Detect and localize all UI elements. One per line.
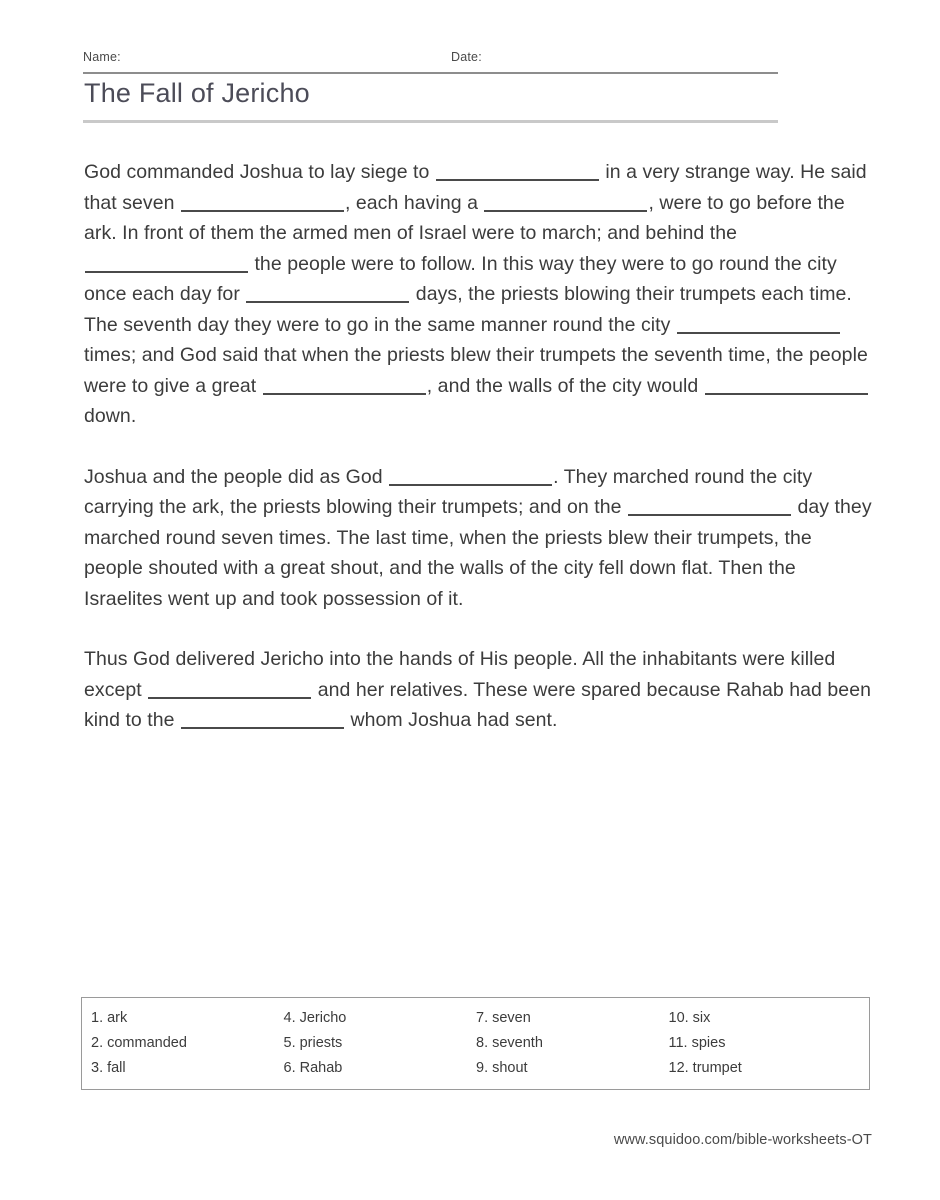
fill-in-blank[interactable]: [484, 191, 647, 212]
page-title: The Fall of Jericho: [84, 78, 310, 108]
word-bank-item-number: 7.: [476, 1010, 489, 1026]
word-bank-column-2: [284, 1006, 477, 1081]
header-rule-bottom: [83, 120, 778, 123]
word-bank-item: [476, 1006, 669, 1031]
fill-in-blank[interactable]: [705, 374, 868, 395]
word-bank-item-word: spies: [691, 1035, 726, 1051]
word-bank-item: [284, 1006, 477, 1031]
word-bank-item: [669, 1031, 862, 1056]
paragraph-2: Joshua and the people did as God . They marched round the city carrying the ark, the priests blowing their trumpets; and on the day they marched round seven times. The last time, when the priests blew their trumpets, the people shouted with a great shout, and the walls of the city fell down flat. Then the Israelites went up and took possession of it.: [84, 465, 872, 610]
fill-in-blank[interactable]: [628, 495, 791, 516]
word-bank-item-number: 3.: [91, 1060, 104, 1076]
fill-in-blank[interactable]: [436, 160, 599, 181]
word-bank-item-number: 6.: [283, 1060, 296, 1076]
word-bank-box: [81, 997, 870, 1090]
date-label: Date:: [451, 50, 482, 64]
fill-in-blank[interactable]: [181, 708, 344, 729]
word-bank-column-4: [669, 1006, 862, 1081]
word-bank-item: [476, 1031, 669, 1056]
word-bank-item: [476, 1056, 669, 1081]
fill-in-blank[interactable]: [677, 313, 840, 334]
footer-url: www.squidoo.com/bible-worksheets-OT: [613, 1132, 872, 1148]
name-label: Name:: [83, 50, 121, 64]
word-bank-item-word: shout: [492, 1060, 528, 1076]
word-bank-item: [284, 1031, 477, 1056]
word-bank-item-number: 8.: [476, 1035, 489, 1051]
word-bank-item: [91, 1006, 284, 1031]
word-bank-item: [669, 1056, 862, 1081]
fill-in-blank[interactable]: [85, 252, 248, 273]
word-bank-item: [284, 1056, 477, 1081]
word-bank-item-word: ark: [107, 1010, 128, 1026]
word-bank-item-number: 12.: [668, 1060, 689, 1076]
fill-in-blank[interactable]: [246, 282, 409, 303]
word-bank-item-number: 9.: [476, 1060, 489, 1076]
worksheet-header: [83, 50, 778, 108]
paragraph-1: God commanded Joshua to lay siege to in a very strange way. He said that seven , each having a , were to go before the ark. In front of them the armed men of Israel were to march; and behind the the people were to follow. In this way they were to go round the city once each day for days, the priests blowing their trumpets each time. The seventh day they were to go in the same manner round the city times; and God said that when the priests blew their trumpets the seventh time, the people were to give a great , and the walls of the city would down.: [84, 161, 868, 427]
fill-in-blank[interactable]: [389, 465, 552, 486]
word-bank-item-number: 5.: [283, 1035, 296, 1051]
word-bank-item-number: 4.: [283, 1010, 296, 1026]
header-rule-top: [83, 72, 778, 74]
fill-in-blank[interactable]: [148, 678, 311, 699]
word-bank-item-word: seventh: [492, 1035, 543, 1051]
word-bank-column-1: [91, 1006, 284, 1081]
fill-in-blank[interactable]: [263, 374, 426, 395]
word-bank-item-word: six: [692, 1010, 711, 1026]
word-bank-item: [91, 1056, 284, 1081]
word-bank-grid: [91, 1006, 861, 1081]
word-bank-item-number: 2.: [91, 1035, 104, 1051]
word-bank-item-word: trumpet: [692, 1060, 742, 1076]
word-bank-item-word: fall: [107, 1060, 126, 1076]
word-bank-item-number: 10.: [668, 1010, 689, 1026]
word-bank-item: [669, 1006, 862, 1031]
fill-in-blank[interactable]: [181, 191, 344, 212]
word-bank-item-word: commanded: [107, 1035, 187, 1051]
paragraph-3: Thus God delivered Jericho into the hands of His people. All the inhabitants were killed except and her relatives. These were spared because Rahab had been kind to the whom Joshua had sent.: [84, 648, 871, 731]
word-bank-item-word: Jericho: [299, 1010, 347, 1026]
word-bank-item: [91, 1031, 284, 1056]
word-bank-column-3: [476, 1006, 669, 1081]
word-bank-item-number: 1.: [91, 1010, 104, 1026]
word-bank-item-word: Rahab: [299, 1060, 343, 1076]
name-date-row: [83, 50, 778, 72]
word-bank-item-word: seven: [492, 1010, 531, 1026]
word-bank-item-number: 11.: [668, 1035, 688, 1051]
word-bank-item-word: priests: [299, 1035, 343, 1051]
worksheet-body: [84, 157, 874, 736]
